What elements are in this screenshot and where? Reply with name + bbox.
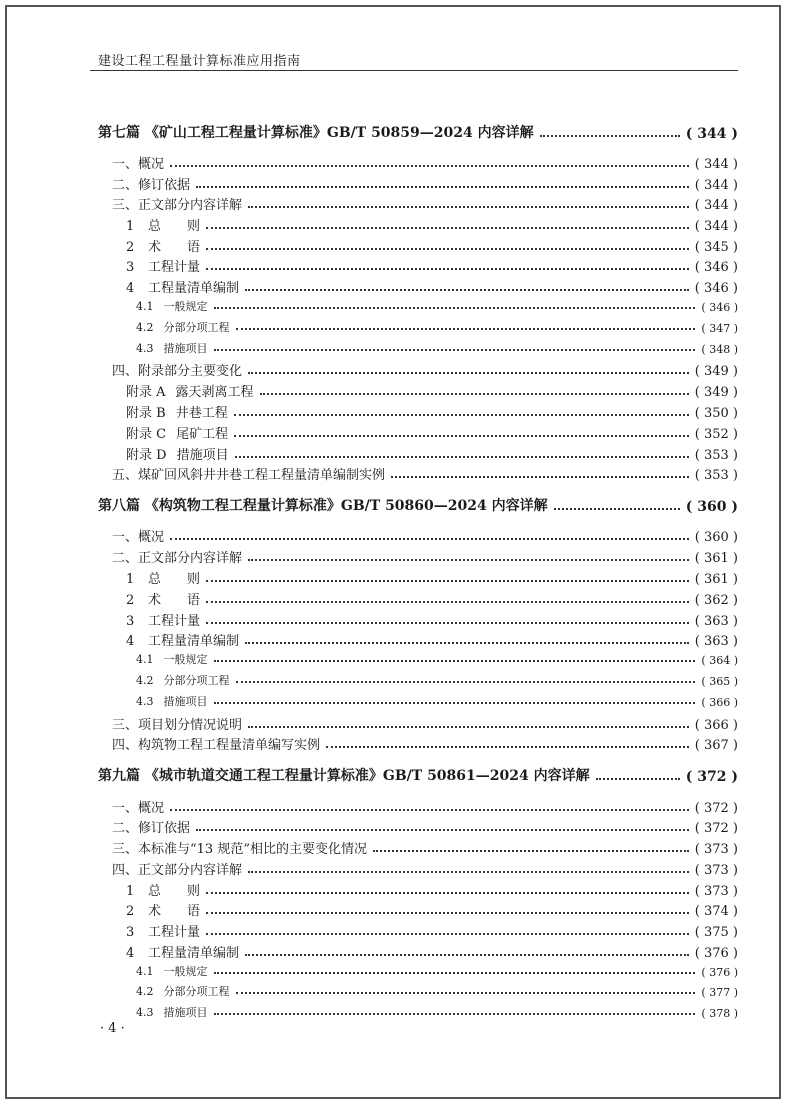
leader-dots [540, 135, 680, 137]
toc-entry-number: 1 [126, 572, 135, 587]
toc-entry-label [126, 610, 200, 629]
toc-page-number: ( 365 ) [701, 675, 738, 688]
toc-page-number: ( 372 ) [694, 821, 738, 836]
toc-page-number: ( 352 ) [694, 427, 738, 442]
toc-entry-label [112, 797, 164, 816]
toc-entry-number: 附录 D [126, 448, 167, 463]
toc-entry-number: 4.1 [136, 965, 154, 978]
toc-entry [136, 693, 738, 709]
toc-entry-label [98, 765, 590, 785]
toc-entry-label [98, 495, 548, 515]
toc-page-number: ( 367 ) [694, 738, 738, 753]
toc-entry [126, 444, 738, 463]
toc-entry [112, 547, 738, 566]
toc-entry-label [112, 194, 242, 213]
leader-dots [206, 268, 689, 270]
toc-entry-title: 二、正文部分内容详解 [112, 551, 243, 566]
toc-entry [126, 402, 738, 421]
toc-entry [112, 174, 738, 193]
toc-entry-number: 4.3 [136, 342, 154, 355]
toc-entry-title: 三、本标准与“13 规范”相比的主要变化情况 [112, 842, 367, 857]
toc-entry [136, 1004, 738, 1020]
toc-entry-title: 一、概况 [112, 801, 165, 816]
toc-entry-label [112, 838, 367, 857]
toc-page-number: ( 361 ) [694, 572, 738, 587]
toc-entry [126, 236, 738, 255]
toc-entry-title: 措施项目 [163, 1006, 208, 1019]
toc-entry [136, 672, 738, 688]
toc-entry-title: 四、正文部分内容详解 [112, 863, 243, 878]
toc-page-number: ( 346 ) [701, 301, 738, 314]
toc-entry-title: 一般规定 [163, 965, 208, 978]
toc-entry [112, 714, 738, 733]
toc-entry [126, 381, 738, 400]
toc-entry [112, 360, 738, 379]
toc-entry-number: 3 [126, 614, 135, 629]
leader-dots [245, 954, 689, 956]
toc-page-number: ( 373 ) [694, 884, 738, 899]
leader-dots [235, 456, 689, 458]
toc-entry-number: 附录 C [126, 427, 167, 442]
toc-page-number: ( 361 ) [694, 551, 738, 566]
toc-entry-title: 工程量清单编制 [148, 281, 240, 296]
toc-page-number: ( 347 ) [701, 322, 738, 335]
toc-page-number: ( 363 ) [694, 634, 738, 649]
toc-entry-label [136, 693, 208, 709]
toc-page-number: ( 360 ) [685, 499, 738, 515]
toc-entry-label [98, 122, 534, 142]
toc-entry-label [112, 360, 242, 379]
toc-entry-number: 4.3 [136, 695, 154, 708]
toc-entry-number: 4.1 [136, 300, 154, 313]
toc-entry-number: 4.2 [136, 321, 154, 334]
leader-dots [236, 681, 696, 683]
leader-dots [196, 829, 689, 831]
toc-entry-label [126, 402, 228, 421]
leader-dots [245, 289, 689, 291]
toc-entry-title: 一般规定 [163, 300, 208, 313]
toc-entry-label [136, 340, 208, 356]
toc-entry-label [136, 319, 230, 335]
toc-entry-title: 工程计量 [148, 614, 201, 629]
toc-entry-title: 二、修订依据 [112, 821, 191, 836]
toc-entry-title: 一、概况 [112, 157, 165, 172]
toc-page-number: ( 344 ) [694, 198, 738, 213]
toc-part-heading [98, 495, 738, 515]
toc-entry-label [126, 568, 200, 587]
toc-entry-number: 4.3 [136, 1006, 154, 1019]
toc-entry-title: 措施项目 [163, 342, 208, 355]
toc-entry-title: 四、附录部分主要变化 [112, 364, 243, 379]
toc-entry-title: 第八篇 《构筑物工程工程量计算标准》GB/T 50860—2024 内容详解 [98, 498, 548, 514]
toc-part-heading [98, 122, 738, 142]
leader-dots [245, 642, 689, 644]
toc-page-number: ( 349 ) [694, 385, 738, 400]
toc-page-number: ( 350 ) [694, 406, 738, 421]
toc-entry [126, 630, 738, 649]
leader-dots [206, 892, 689, 894]
toc-entry-title: 三、正文部分内容详解 [112, 198, 243, 213]
toc-page-number: ( 372 ) [685, 769, 738, 785]
toc-page-number: ( 346 ) [694, 281, 738, 296]
toc-entry-title: 总 则 [148, 884, 201, 899]
toc-entry-label [112, 174, 190, 193]
leader-dots [206, 601, 689, 603]
leader-dots [214, 1013, 696, 1015]
toc-page-number: ( 344 ) [694, 157, 738, 172]
toc-entry [112, 859, 738, 878]
toc-page-number: ( 372 ) [694, 801, 738, 816]
toc-entry-title: 分部分项工程 [163, 674, 230, 687]
toc-entry-title: 工程计量 [148, 260, 201, 275]
toc-page-number: ( 363 ) [694, 614, 738, 629]
toc-entry-title: 分部分项工程 [163, 985, 230, 998]
toc-page-number: ( 353 ) [694, 448, 738, 463]
toc-entry [126, 921, 738, 940]
toc-entry-number: 4.1 [136, 653, 154, 666]
leader-dots [206, 580, 689, 582]
leader-dots [554, 508, 680, 510]
toc-entry-label [126, 215, 200, 234]
leader-dots [214, 307, 696, 309]
toc-entry [126, 589, 738, 608]
leader-dots [214, 660, 696, 662]
toc-entry-number: 附录 B [126, 406, 166, 421]
toc-entry [136, 963, 738, 979]
toc-entry-label [112, 734, 320, 753]
toc-entry-title: 三、项目划分情况说明 [112, 718, 243, 733]
toc-entry-title: 一般规定 [163, 653, 208, 666]
toc-entry-title: 一、概况 [112, 530, 165, 545]
toc-entry-label [112, 464, 385, 483]
toc-entry [126, 215, 738, 234]
toc-entry-title: 第九篇 《城市轨道交通工程工程量计算标准》GB/T 50861—2024 内容详解 [98, 768, 590, 784]
toc-entry-label [112, 547, 242, 566]
toc-entry-title: 工程计量 [148, 925, 201, 940]
leader-dots [206, 227, 689, 229]
toc-entry-label [136, 963, 208, 979]
toc-entry-label [136, 672, 230, 688]
toc-page-number: ( 377 ) [701, 986, 738, 999]
toc-entry-number: 1 [126, 884, 135, 899]
toc-page-number: ( 353 ) [694, 468, 738, 483]
toc-entry [126, 423, 738, 442]
toc-page-number: ( 378 ) [701, 1007, 738, 1020]
leader-dots [236, 992, 696, 994]
toc-page-number: ( 346 ) [694, 260, 738, 275]
toc-entry-label [126, 900, 200, 919]
toc-entry-title: 措施项目 [163, 695, 208, 708]
toc-entry-title: 露天剥离工程 [175, 385, 254, 400]
leader-dots [326, 746, 689, 748]
toc-page-number: ( 344 ) [694, 219, 738, 234]
toc-entry [112, 194, 738, 213]
toc-page-number: ( 366 ) [701, 696, 738, 709]
leader-dots [391, 476, 689, 478]
toc-entry [136, 983, 738, 999]
toc-page-number: ( 344 ) [685, 126, 738, 142]
leader-dots [248, 871, 689, 873]
leader-dots [248, 559, 689, 561]
toc-entry-title: 第七篇 《矿山工程工程量计算标准》GB/T 50859—2024 内容详解 [98, 125, 534, 141]
toc-entry-label [126, 423, 228, 442]
toc-page-number: ( 362 ) [694, 593, 738, 608]
toc-page-number: ( 373 ) [694, 842, 738, 857]
leader-dots [170, 538, 689, 540]
toc-entry [136, 298, 738, 314]
leader-dots [248, 206, 689, 208]
toc-entry-number: 4 [126, 946, 135, 961]
toc-entry-label [126, 256, 200, 275]
leader-dots [214, 702, 696, 704]
leader-dots [248, 726, 689, 728]
toc-entry-title: 四、构筑物工程工程量清单编写实例 [112, 738, 321, 753]
toc-entry-number: 4 [126, 634, 135, 649]
toc-entry [136, 340, 738, 356]
toc-entry-label [136, 1004, 208, 1020]
leader-dots [206, 248, 689, 250]
leader-dots [206, 622, 689, 624]
page-number: · 4 · [100, 1021, 125, 1036]
toc-entry-number: 2 [126, 593, 135, 608]
leader-dots [596, 778, 680, 780]
leader-dots [170, 809, 689, 811]
toc-part-heading [98, 765, 738, 785]
toc-entry-label [126, 589, 200, 608]
toc-entry-number: 4.2 [136, 674, 154, 687]
toc-entry-label [136, 651, 208, 667]
toc-entry-label [126, 236, 200, 255]
leader-dots [214, 349, 696, 351]
toc-entry-title: 工程量清单编制 [148, 634, 240, 649]
toc-entry [136, 651, 738, 667]
toc-page-number: ( 375 ) [694, 925, 738, 940]
toc-entry [126, 610, 738, 629]
leader-dots [248, 372, 689, 374]
toc-entry-label [112, 714, 242, 733]
toc-entry [126, 277, 738, 296]
toc-entry-label [112, 817, 190, 836]
toc-entry-label [126, 880, 200, 899]
toc-entry-title: 分部分项工程 [163, 321, 230, 334]
toc-entry-number: 3 [126, 925, 135, 940]
toc-page-number: ( 373 ) [694, 863, 738, 878]
toc-entry-number: 附录 A [126, 385, 166, 400]
toc-entry-label [126, 381, 254, 400]
toc-entry-number: 2 [126, 904, 135, 919]
toc-entry-number: 3 [126, 260, 135, 275]
toc-page-number: ( 376 ) [701, 966, 738, 979]
toc-page-number: ( 360 ) [694, 530, 738, 545]
header-rule [90, 70, 738, 71]
leader-dots [234, 414, 689, 416]
toc-page-number: ( 374 ) [694, 904, 738, 919]
running-header: 建设工程工程量计算标准应用指南 [98, 54, 301, 69]
toc-page-number: ( 364 ) [701, 654, 738, 667]
toc-entry-title: 井巷工程 [175, 406, 228, 421]
toc-entry-title: 措施项目 [176, 448, 229, 463]
toc-entry-label [126, 630, 239, 649]
toc-entry-number: 4.2 [136, 985, 154, 998]
toc-entry-label [112, 153, 164, 172]
toc-entry-title: 术 语 [148, 904, 201, 919]
toc-entry-label [126, 942, 239, 961]
toc-page-number: ( 348 ) [701, 343, 738, 356]
toc-entry [112, 526, 738, 545]
leader-dots [260, 393, 689, 395]
toc-entry-label [126, 277, 239, 296]
toc-entry [112, 838, 738, 857]
toc-entry [136, 319, 738, 335]
toc-entry-title: 术 语 [148, 240, 201, 255]
toc-entry [126, 256, 738, 275]
leader-dots [234, 435, 689, 437]
toc-entry-title: 术 语 [148, 593, 201, 608]
toc-entry-label [112, 859, 242, 878]
toc-entry [112, 797, 738, 816]
toc-entry [112, 153, 738, 172]
toc-entry [126, 880, 738, 899]
leader-dots [206, 912, 689, 914]
toc-entry-title: 工程量清单编制 [148, 946, 240, 961]
toc-entry-title: 五、煤矿回风斜井井巷工程工程量清单编制实例 [112, 468, 386, 483]
toc-entry [112, 817, 738, 836]
toc-page-number: ( 349 ) [694, 364, 738, 379]
toc-entry [112, 734, 738, 753]
toc-entry-number: 4 [126, 281, 135, 296]
leader-dots [206, 933, 689, 935]
toc-entry-label [126, 921, 200, 940]
toc-entry [126, 942, 738, 961]
toc-page-number: ( 376 ) [694, 946, 738, 961]
leader-dots [196, 186, 689, 188]
toc-entry-number: 1 [126, 219, 135, 234]
toc-entry-number: 2 [126, 240, 135, 255]
toc-entry [126, 568, 738, 587]
toc-entry-title: 总 则 [148, 219, 201, 234]
toc-entry-title: 二、修订依据 [112, 178, 191, 193]
toc-entry [112, 464, 738, 483]
toc-page-number: ( 344 ) [694, 178, 738, 193]
leader-dots [214, 972, 696, 974]
toc-entry-label [126, 444, 229, 463]
toc-entry-title: 总 则 [148, 572, 201, 587]
toc-entry-label [136, 298, 208, 314]
leader-dots [373, 850, 689, 852]
toc-entry-title: 尾矿工程 [176, 427, 229, 442]
toc-entry-label [136, 983, 230, 999]
toc-page-number: ( 345 ) [694, 240, 738, 255]
toc-entry-label [112, 526, 164, 545]
toc-entry [126, 900, 738, 919]
leader-dots [170, 165, 689, 167]
leader-dots [236, 328, 696, 330]
toc-page-number: ( 366 ) [694, 718, 738, 733]
